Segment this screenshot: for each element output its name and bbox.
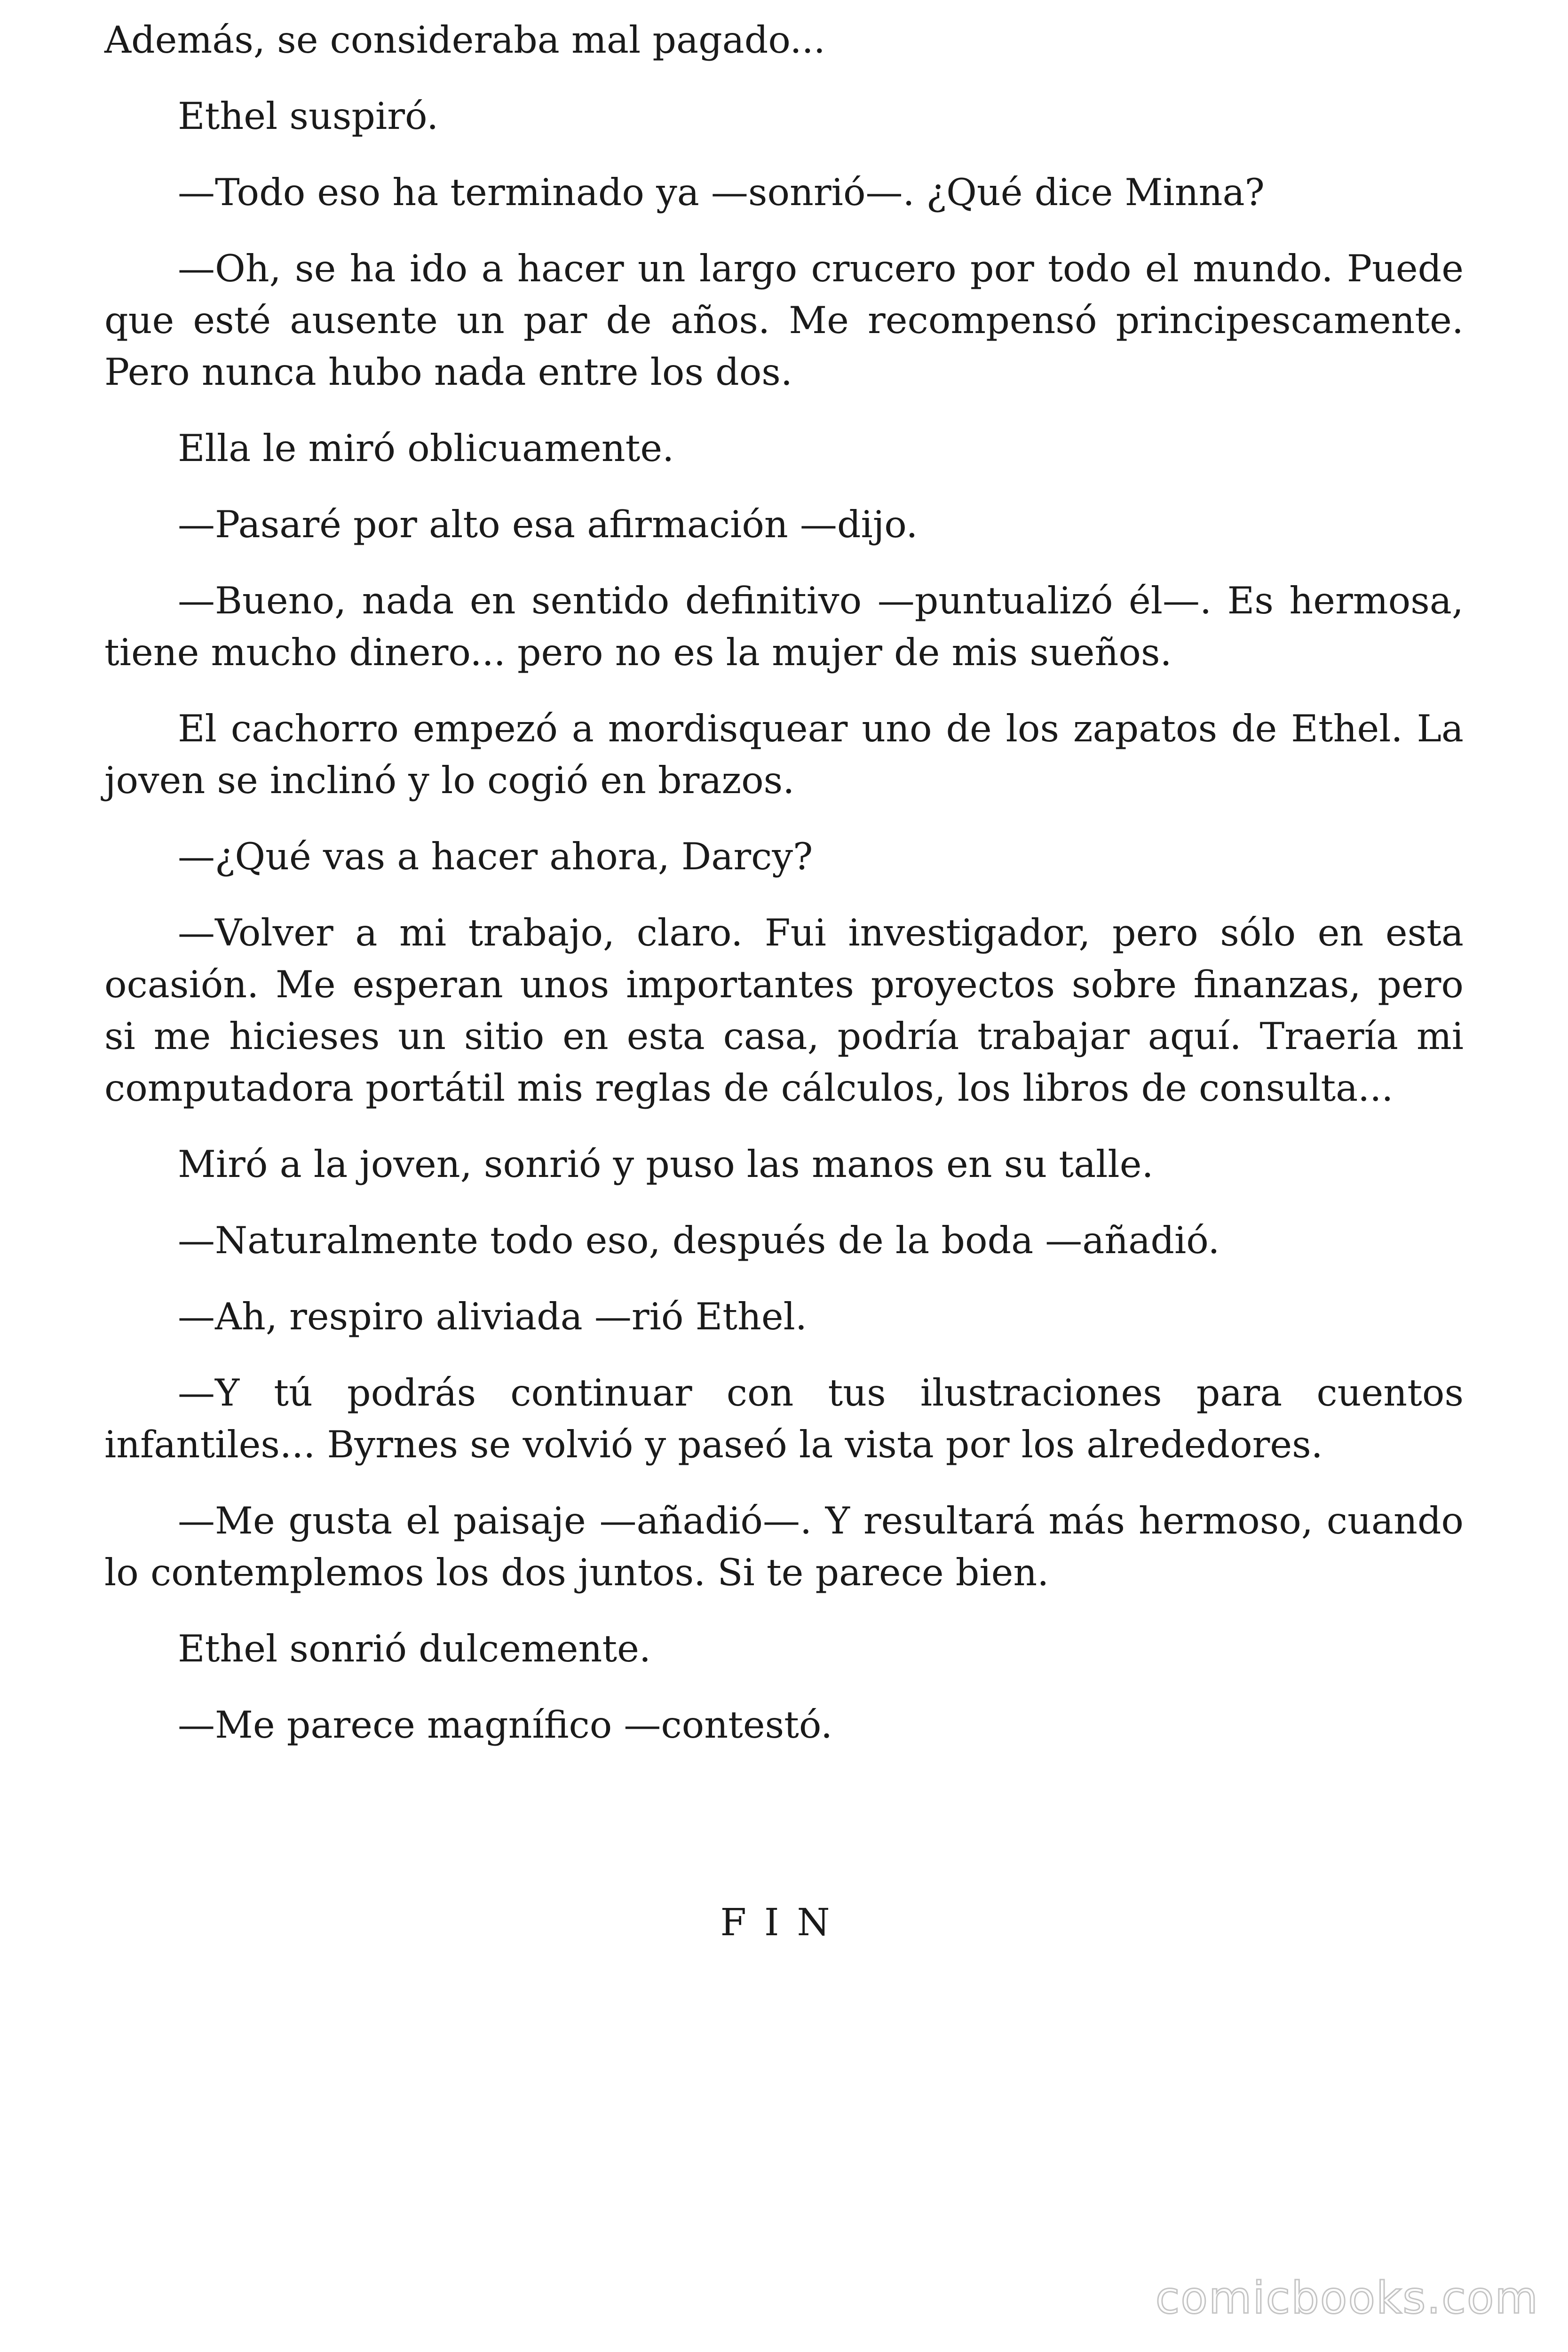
paragraph: —Pasaré por alto esa afirmación —dijo.: [178, 503, 918, 546]
paragraph: Ella le miró oblicuamente.: [178, 427, 674, 470]
paragraph: —Me parece magnífico —contestó.: [178, 1703, 833, 1747]
paragraph: —Ah, respiro aliviada —rió Ethel.: [178, 1295, 808, 1338]
paragraph: Ethel suspiró.: [178, 95, 439, 138]
watermark: comicbooks.com: [1155, 2273, 1539, 2324]
paragraph: Ethel sonrió dulcemente.: [178, 1627, 651, 1670]
paragraph: —Bueno, nada en sentido definitivo —puntualizó él—. Es hermosa, tiene mucho dinero... pero no es la mujer de mis sueños.: [104, 579, 1464, 674]
paragraph: —Volver a mi trabajo, claro. Fui investigador, pero sólo en esta ocasión. Me esperan unos importantes proyectos sobre finanzas, pero si me hicieses un sitio en esta casa, podría trabajar aquí. Traería mi computadora portátil mis reglas de cálculos, los libros de consulta...: [104, 911, 1464, 1110]
paragraph: —Oh, se ha ido a hacer un largo crucero por todo el mundo. Puede que esté ausente un par de años. Me recompensó principescamente. Pero nunca hubo nada entre los dos.: [104, 247, 1464, 394]
paragraph: El cachorro empezó a mordisquear uno de los zapatos de Ethel. La joven se inclinó y lo cogió en brazos.: [104, 707, 1464, 802]
paragraph: Miró a la joven, sonrió y puso las manos en su talle.: [178, 1143, 1154, 1186]
paragraph: Además, se consideraba mal pagado...: [104, 18, 825, 62]
paragraph: —Me gusta el paisaje —añadió—. Y resultará más hermoso, cuando lo contemplemos los dos juntos. Si te parece bien.: [104, 1499, 1464, 1594]
paragraph: —Naturalmente todo eso, después de la boda —añadió.: [178, 1219, 1220, 1262]
paragraph: —Y tú podrás continuar con tus ilustraciones para cuentos infantiles... Byrnes se volvió y paseó la vista por los alrededores.: [104, 1371, 1464, 1466]
paragraph: —¿Qué vas a hacer ahora, Darcy?: [178, 835, 813, 878]
ending-mark: FIN: [720, 1900, 848, 1944]
body-text: [104, 14, 1464, 1775]
paragraph: —Todo eso ha terminado ya —sonrió—. ¿Qué dice Minna?: [178, 171, 1265, 214]
